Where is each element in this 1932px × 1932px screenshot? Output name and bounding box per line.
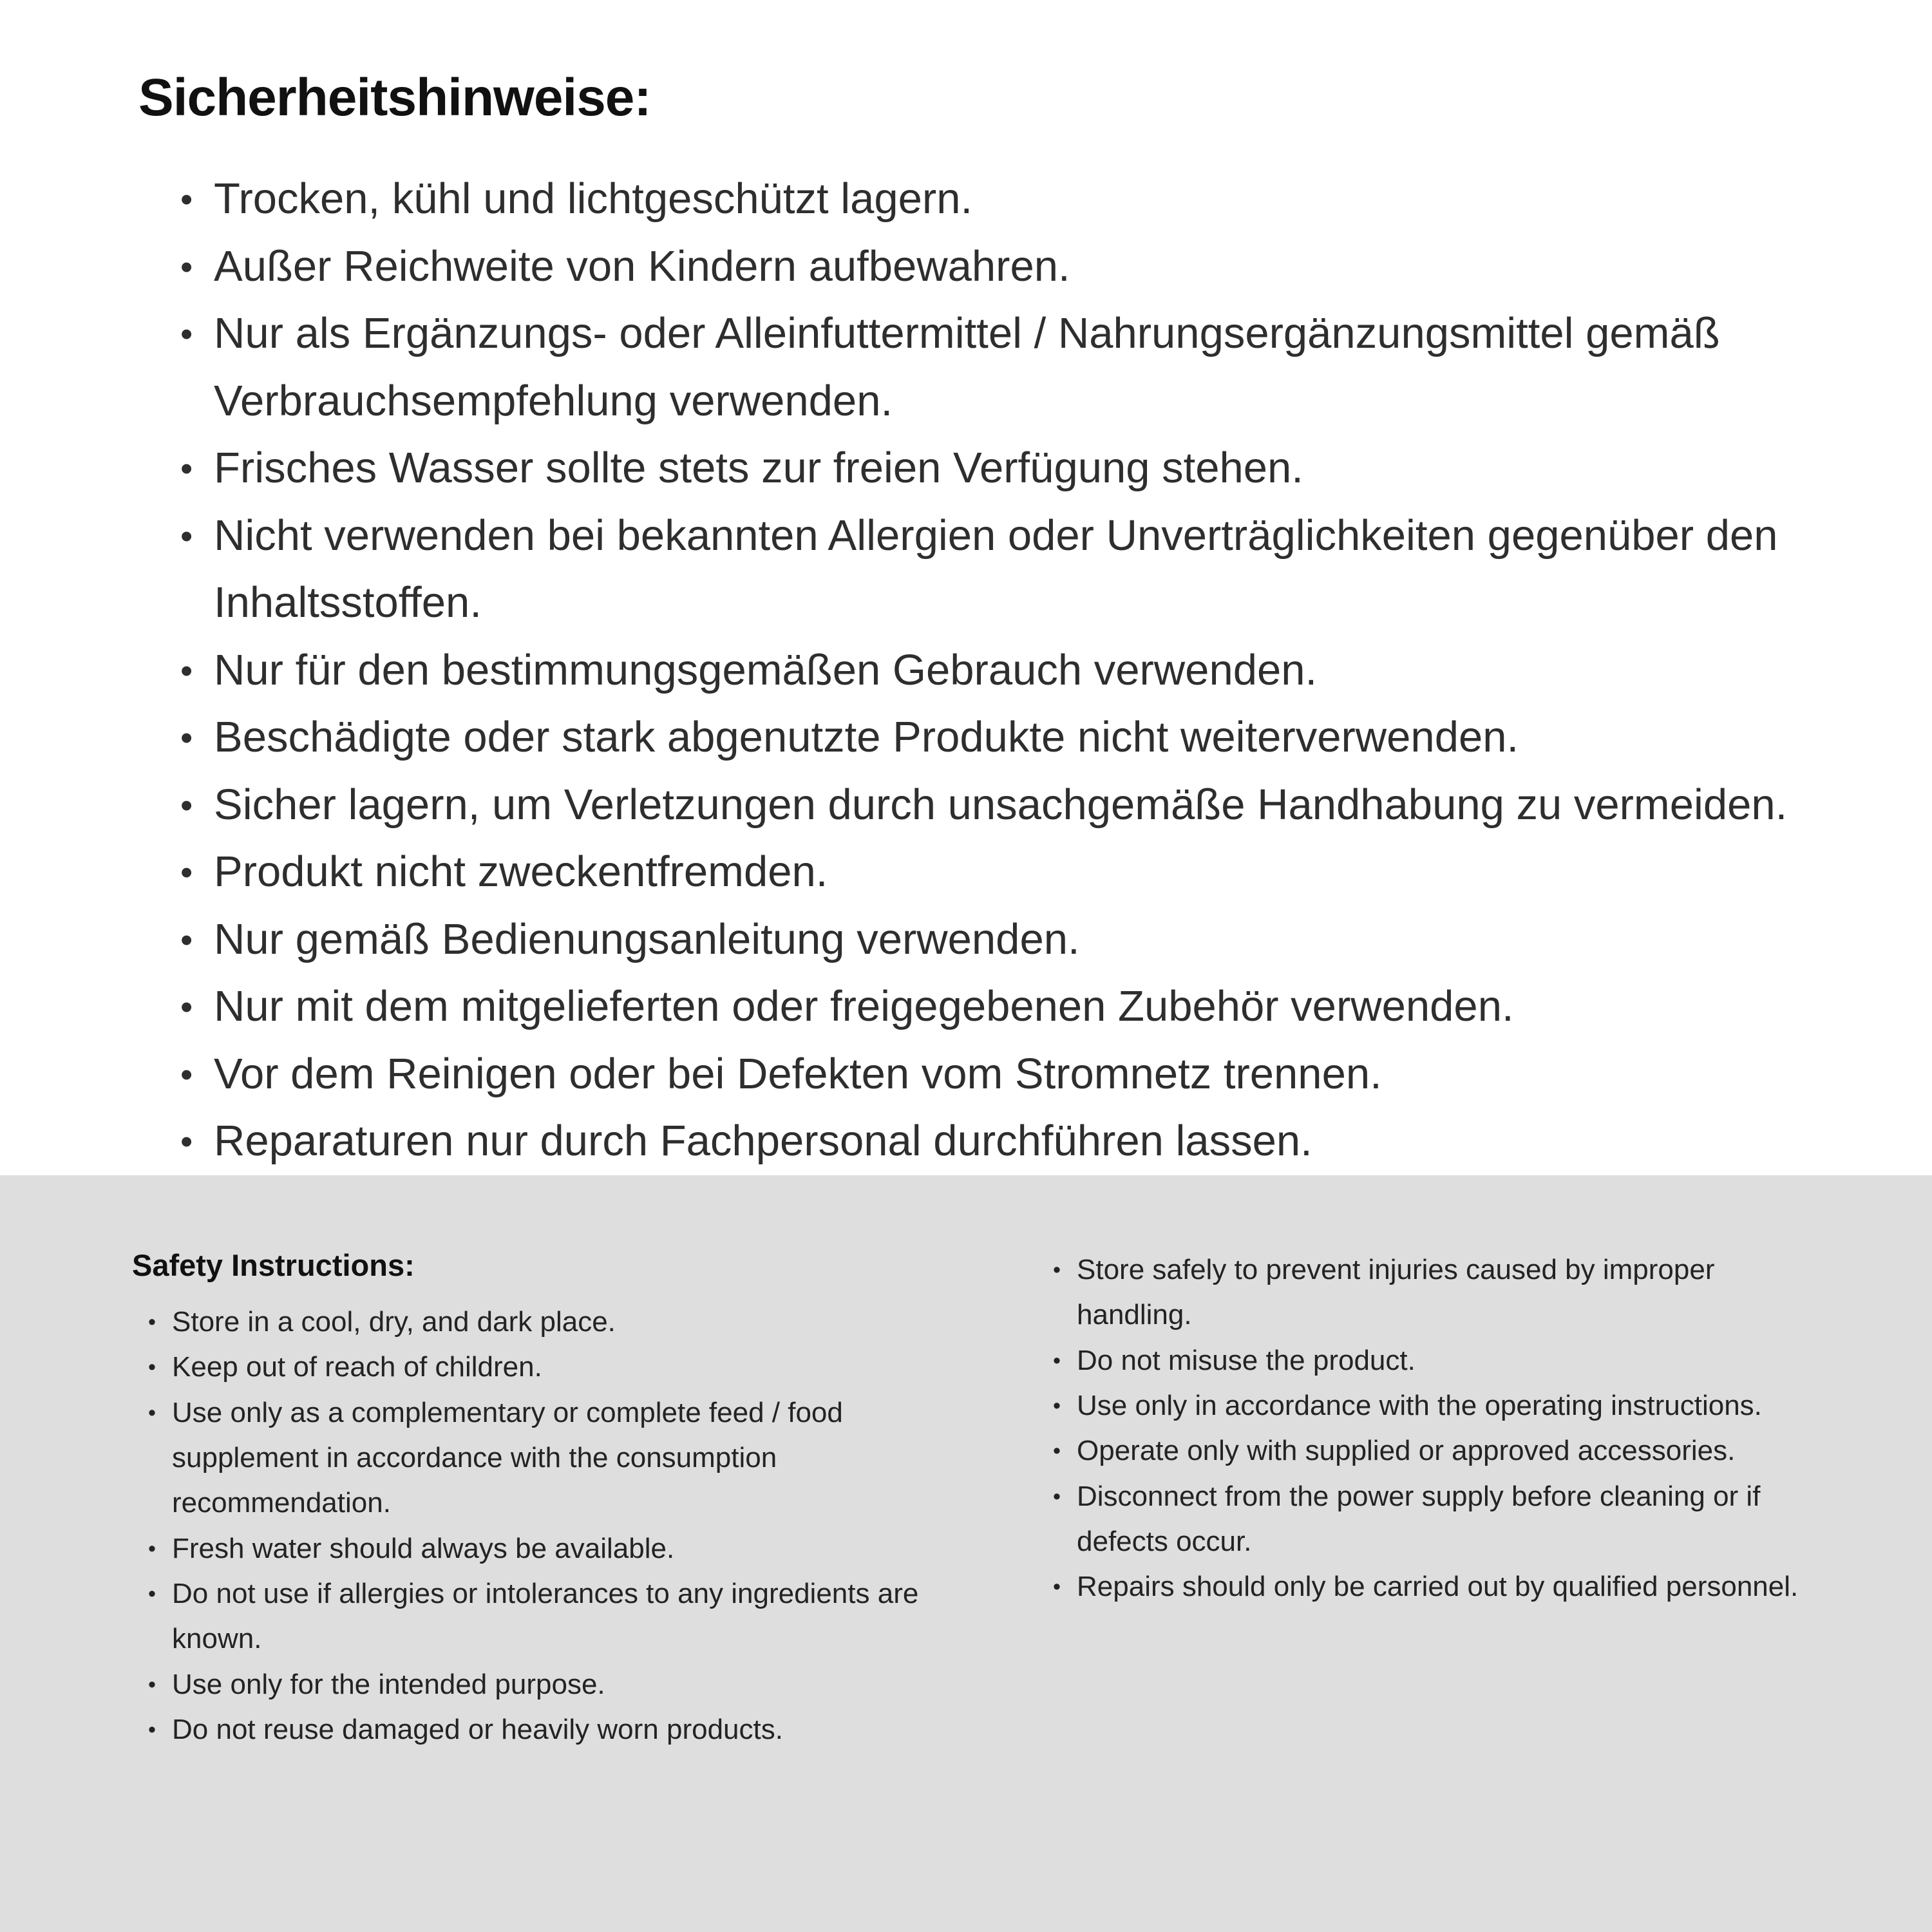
- bullet-list-de: [138, 166, 1810, 1175]
- list-item: [180, 973, 1810, 1041]
- bullet-text: Vor dem Reinigen oder bei Defekten vom Stromnetz trennen.: [214, 1049, 1382, 1098]
- list-item: [180, 502, 1810, 637]
- bullet-icon: •: [1053, 1393, 1061, 1418]
- bullet-icon: •: [148, 1582, 156, 1607]
- list-item: [1053, 1428, 1823, 1473]
- bullet-text: Do not use if allergies or intolerances to any ingredients are known.: [172, 1578, 919, 1655]
- bullet-text: Nur als Ergänzungs- oder Alleinfuttermittel / Nahrungsergänzungsmittel gemäß Verbrauchsempfehlung verwenden.: [214, 309, 1720, 425]
- list-item: [180, 435, 1810, 502]
- bullet-icon: •: [148, 1355, 156, 1380]
- list-item: [1053, 1338, 1823, 1383]
- bullet-text: Außer Reichweite von Kindern aufbewahren.: [214, 242, 1070, 290]
- bullet-text: Keep out of reach of children.: [172, 1351, 542, 1383]
- bullet-icon: •: [180, 1054, 193, 1094]
- list-item: [148, 1300, 924, 1345]
- list-item: [180, 637, 1810, 705]
- bullet-text: Use only for the intended purpose.: [172, 1668, 605, 1700]
- bullet-text: Reparaturen nur durch Fachpersonal durchführen lassen.: [214, 1117, 1312, 1166]
- english-column-left: [132, 1247, 924, 1753]
- list-item: [148, 1571, 924, 1662]
- bullet-text: Fresh water should always be available.: [172, 1532, 675, 1564]
- bullet-icon: •: [180, 246, 193, 287]
- list-item: [180, 772, 1810, 839]
- bullet-icon: •: [180, 717, 193, 758]
- bullet-text: Operate only with supplied or approved accessories.: [1077, 1435, 1736, 1467]
- bullet-icon: •: [1053, 1575, 1061, 1600]
- bullet-text: Produkt nicht zweckentfremden.: [214, 848, 828, 896]
- bullet-icon: •: [180, 179, 193, 219]
- list-item: [180, 233, 1810, 301]
- list-item: [180, 300, 1810, 435]
- bullet-icon: •: [180, 1121, 193, 1162]
- english-section: [0, 1175, 1932, 1932]
- list-item: [180, 166, 1810, 233]
- list-item: [148, 1707, 924, 1752]
- english-column-right: [1053, 1247, 1823, 1610]
- list-item: [180, 906, 1810, 974]
- list-item: [148, 1662, 924, 1707]
- bullet-text: Use only in accordance with the operating instructions.: [1077, 1389, 1762, 1421]
- bullet-text: Use only as a complementary or complete feed / food supplement in accordance with the consumption recommendation.: [172, 1396, 843, 1519]
- bullet-icon: •: [1053, 1439, 1061, 1464]
- bullet-icon: •: [148, 1309, 156, 1334]
- list-item: [180, 838, 1810, 906]
- list-item: [1053, 1247, 1823, 1338]
- bullet-icon: •: [180, 852, 193, 893]
- bullet-text: Nur gemäß Bedienungsanleitung verwenden.: [214, 914, 1080, 963]
- bullet-text: Store safely to prevent injuries caused by improper handling.: [1077, 1253, 1715, 1331]
- list-item: [148, 1345, 924, 1390]
- bullet-icon: •: [180, 987, 193, 1027]
- bullet-text: Beschädigte oder stark abgenutzte Produkte nicht weiterverwenden.: [214, 713, 1519, 762]
- bullet-icon: •: [180, 650, 193, 690]
- list-item: [180, 1108, 1810, 1175]
- bullet-icon: •: [148, 1672, 156, 1697]
- bullet-text: Disconnect from the power supply before cleaning or if defects occur.: [1077, 1480, 1761, 1558]
- bullet-icon: •: [148, 1536, 156, 1561]
- bullet-icon: •: [180, 515, 193, 556]
- bullet-icon: •: [1053, 1257, 1061, 1282]
- bullet-icon: •: [1053, 1484, 1061, 1509]
- bullet-text: Nicht verwenden bei bekannten Allergien oder Unverträglichkeiten gegenüber den Inhaltsstoffen.: [214, 511, 1778, 627]
- bullet-text: Frisches Wasser sollte stets zur freien Verfügung stehen.: [214, 444, 1303, 493]
- bullet-text: Do not misuse the product.: [1077, 1344, 1416, 1376]
- list-item: [1053, 1383, 1823, 1428]
- bullet-text: Trocken, kühl und lichtgeschützt lagern.: [214, 175, 973, 223]
- bullet-icon: •: [180, 448, 193, 489]
- bullet-list-en-right: [1053, 1247, 1823, 1610]
- bullet-icon: •: [180, 919, 193, 960]
- bullet-icon: •: [1053, 1348, 1061, 1373]
- bullet-text: Store in a cool, dry, and dark place.: [172, 1305, 616, 1338]
- list-item: [180, 704, 1810, 772]
- list-item: [180, 1041, 1810, 1108]
- bullet-text: Sicher lagern, um Verletzungen durch unsachgemäße Handhabung zu vermeiden.: [214, 780, 1788, 829]
- bullet-list-en-left: [132, 1300, 924, 1753]
- bullet-text: Nur mit dem mitgelieferten oder freigegebenen Zubehör verwenden.: [214, 982, 1514, 1031]
- bullet-icon: •: [180, 314, 193, 354]
- bullet-icon: •: [148, 1718, 156, 1743]
- section-title-en: Safety Instructions:: [132, 1247, 415, 1282]
- bullet-icon: •: [180, 784, 193, 825]
- list-item: [148, 1526, 924, 1571]
- bullet-text: Do not reuse damaged or heavily worn products.: [172, 1714, 783, 1746]
- list-item: [1053, 1474, 1823, 1565]
- bullet-icon: •: [148, 1400, 156, 1425]
- list-item: [1053, 1564, 1823, 1609]
- bullet-text: Repairs should only be carried out by qualified personnel.: [1077, 1571, 1799, 1603]
- section-title-de: Sicherheitshinweise:: [138, 68, 651, 127]
- bullet-text: Nur für den bestimmungsgemäßen Gebrauch verwenden.: [214, 645, 1318, 694]
- list-item: [148, 1390, 924, 1526]
